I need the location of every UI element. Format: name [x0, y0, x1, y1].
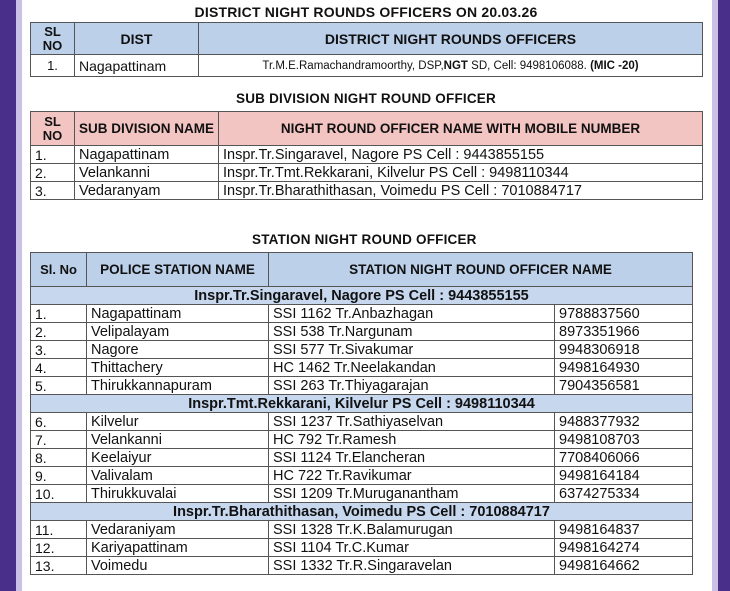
station-row-phone: 9488377932 — [555, 413, 693, 431]
station-row-phone: 9498164930 — [555, 359, 693, 377]
station-row — [31, 449, 693, 467]
district-officer-name: Tr.M.E.Ramachandramoorthy, DSP, — [262, 59, 444, 72]
station-row-sl: 9. — [31, 467, 87, 485]
document-content — [30, 0, 702, 575]
station-row-sl: 6. — [31, 413, 87, 431]
station-header-row — [31, 253, 693, 287]
station-header-sl: Sl. No — [31, 253, 87, 287]
station-row-sl: 4. — [31, 359, 87, 377]
district-header-dist: DIST — [75, 23, 199, 55]
station-row-officer: SSI 263 Tr.Thiyagarajan — [269, 377, 555, 395]
station-title: STATION NIGHT ROUND OFFICER — [252, 232, 477, 247]
station-row-phone: 7904356581 — [555, 377, 693, 395]
station-group-header — [31, 395, 693, 413]
station-row — [31, 413, 693, 431]
station-row — [31, 377, 693, 395]
subdivision-row-name: Velankanni — [75, 164, 219, 182]
station-row-sl: 11. — [31, 521, 87, 539]
subdivision-row-sl: 1. — [31, 146, 75, 164]
station-row-sl: 10. — [31, 485, 87, 503]
station-row-officer: HC 792 Tr.Ramesh — [269, 431, 555, 449]
station-row-officer: SSI 1104 Tr.C.Kumar — [269, 539, 555, 557]
station-row — [31, 305, 693, 323]
station-row-ps: Nagapattinam — [87, 305, 269, 323]
subdivision-row-sl: 2. — [31, 164, 75, 182]
station-row-ps: Thittachery — [87, 359, 269, 377]
station-row-ps: Kilvelur — [87, 413, 269, 431]
station-row — [31, 431, 693, 449]
subdivision-row-name: Vedaranyam — [75, 182, 219, 200]
district-table — [30, 22, 703, 77]
station-row-officer: SSI 577 Tr.Sivakumar — [269, 341, 555, 359]
station-row-officer: SSI 1209 Tr.Muruganantham — [269, 485, 555, 503]
subdivision-row-officer: Inspr.Tr.Singaravel, Nagore PS Cell : 9443855155 — [219, 146, 703, 164]
station-group-title: Inspr.Tmt.Rekkarani, Kilvelur PS Cell : 9498110344 — [31, 395, 693, 413]
station-row-ps: Keelaiyur — [87, 449, 269, 467]
district-header-sl: SL NO — [31, 23, 75, 55]
subdivision-header-name: SUB DIVISION NAME — [75, 112, 219, 146]
right-border-inner — [712, 0, 718, 591]
station-row-officer: SSI 538 Tr.Nargunam — [269, 323, 555, 341]
district-row-officer — [199, 55, 703, 77]
station-row-officer: HC 1462 Tr.Neelakandan — [269, 359, 555, 377]
station-row-phone: 9948306918 — [555, 341, 693, 359]
subdivision-row-officer: Inspr.Tr.Tmt.Rekkarani, Kilvelur PS Cell : 9498110344 — [219, 164, 703, 182]
subdivision-row-sl: 3. — [31, 182, 75, 200]
district-header-row — [31, 23, 703, 55]
right-border-frame — [718, 0, 730, 591]
station-table — [30, 252, 693, 575]
station-header-ps: POLICE STATION NAME — [87, 253, 269, 287]
subdivision-row-officer: Inspr.Tr.Bharathithasan, Voimedu PS Cell : 7010884717 — [219, 182, 703, 200]
station-row-sl: 7. — [31, 431, 87, 449]
station-row — [31, 359, 693, 377]
station-row-phone: 9498108703 — [555, 431, 693, 449]
station-row-officer: SSI 1124 Tr.Elancheran — [269, 449, 555, 467]
station-row-phone: 6374275334 — [555, 485, 693, 503]
station-row-ps: Vedaraniyam — [87, 521, 269, 539]
station-row-officer: SSI 1237 Tr.Sathiyaselvan — [269, 413, 555, 431]
station-row-sl: 13. — [31, 557, 87, 575]
station-row-phone: 8973351966 — [555, 323, 693, 341]
district-row — [31, 55, 703, 77]
station-row — [31, 467, 693, 485]
station-row-officer: SSI 1162 Tr.Anbazhagan — [269, 305, 555, 323]
station-row — [31, 323, 693, 341]
station-row-officer: SSI 1328 Tr.K.Balamurugan — [269, 521, 555, 539]
station-row-officer: HC 722 Tr.Ravikumar — [269, 467, 555, 485]
subdivision-row — [31, 182, 703, 200]
subdivision-table — [30, 111, 703, 200]
station-row-ps: Kariyapattinam — [87, 539, 269, 557]
station-row-ps: Nagore — [87, 341, 269, 359]
left-border-inner — [16, 0, 22, 591]
station-row-phone: 9498164184 — [555, 467, 693, 485]
station-row — [31, 341, 693, 359]
district-officer-cell: SD, Cell: 9498106088. — [467, 59, 591, 72]
subdivision-title: SUB DIVISION NIGHT ROUND OFFICER — [236, 91, 496, 106]
station-row — [31, 539, 693, 557]
station-row-phone: 9498164662 — [555, 557, 693, 575]
district-row-sl: 1. — [31, 55, 75, 77]
station-row-ps: Thirukkannapuram — [87, 377, 269, 395]
station-row — [31, 521, 693, 539]
station-row-phone: 7708406066 — [555, 449, 693, 467]
subdivision-row — [31, 164, 703, 182]
district-header-officers: DISTRICT NIGHT ROUNDS OFFICERS — [199, 23, 703, 55]
station-row-ps: Valivalam — [87, 467, 269, 485]
station-row-ps: Voimedu — [87, 557, 269, 575]
subdivision-row-name: Nagapattinam — [75, 146, 219, 164]
station-group-title: Inspr.Tr.Bharathithasan, Voimedu PS Cell : 7010884717 — [31, 503, 693, 521]
subdivision-header-sl: SL NO — [31, 112, 75, 146]
station-group-header — [31, 287, 693, 305]
station-row — [31, 557, 693, 575]
station-header-officer: STATION NIGHT ROUND OFFICER NAME — [269, 253, 693, 287]
station-row-sl: 2. — [31, 323, 87, 341]
station-row-phone: 9498164274 — [555, 539, 693, 557]
subdivision-header-officer: NIGHT ROUND OFFICER NAME WITH MOBILE NUMBER — [219, 112, 703, 146]
station-row-phone: 9788837560 — [555, 305, 693, 323]
station-row — [31, 485, 693, 503]
district-title: DISTRICT NIGHT ROUNDS OFFICERS ON 20.03.26 — [194, 4, 538, 20]
subdivision-row — [31, 146, 703, 164]
subdivision-header-row — [31, 112, 703, 146]
station-row-ps: Velipalayam — [87, 323, 269, 341]
station-row-sl: 8. — [31, 449, 87, 467]
district-officer-mic: (MIC -20) — [590, 59, 639, 72]
station-row-sl: 12. — [31, 539, 87, 557]
station-group-title: Inspr.Tr.Singaravel, Nagore PS Cell : 9443855155 — [31, 287, 693, 305]
station-row-sl: 5. — [31, 377, 87, 395]
station-row-sl: 3. — [31, 341, 87, 359]
station-row-ps: Thirukkuvalai — [87, 485, 269, 503]
district-row-dist: Nagapattinam — [75, 55, 199, 77]
station-row-officer: SSI 1332 Tr.R.Singaravelan — [269, 557, 555, 575]
district-officer-unit: NGT — [443, 59, 468, 72]
station-group-header — [31, 503, 693, 521]
station-row-ps: Velankanni — [87, 431, 269, 449]
station-row-sl: 1. — [31, 305, 87, 323]
station-row-phone: 9498164837 — [555, 521, 693, 539]
